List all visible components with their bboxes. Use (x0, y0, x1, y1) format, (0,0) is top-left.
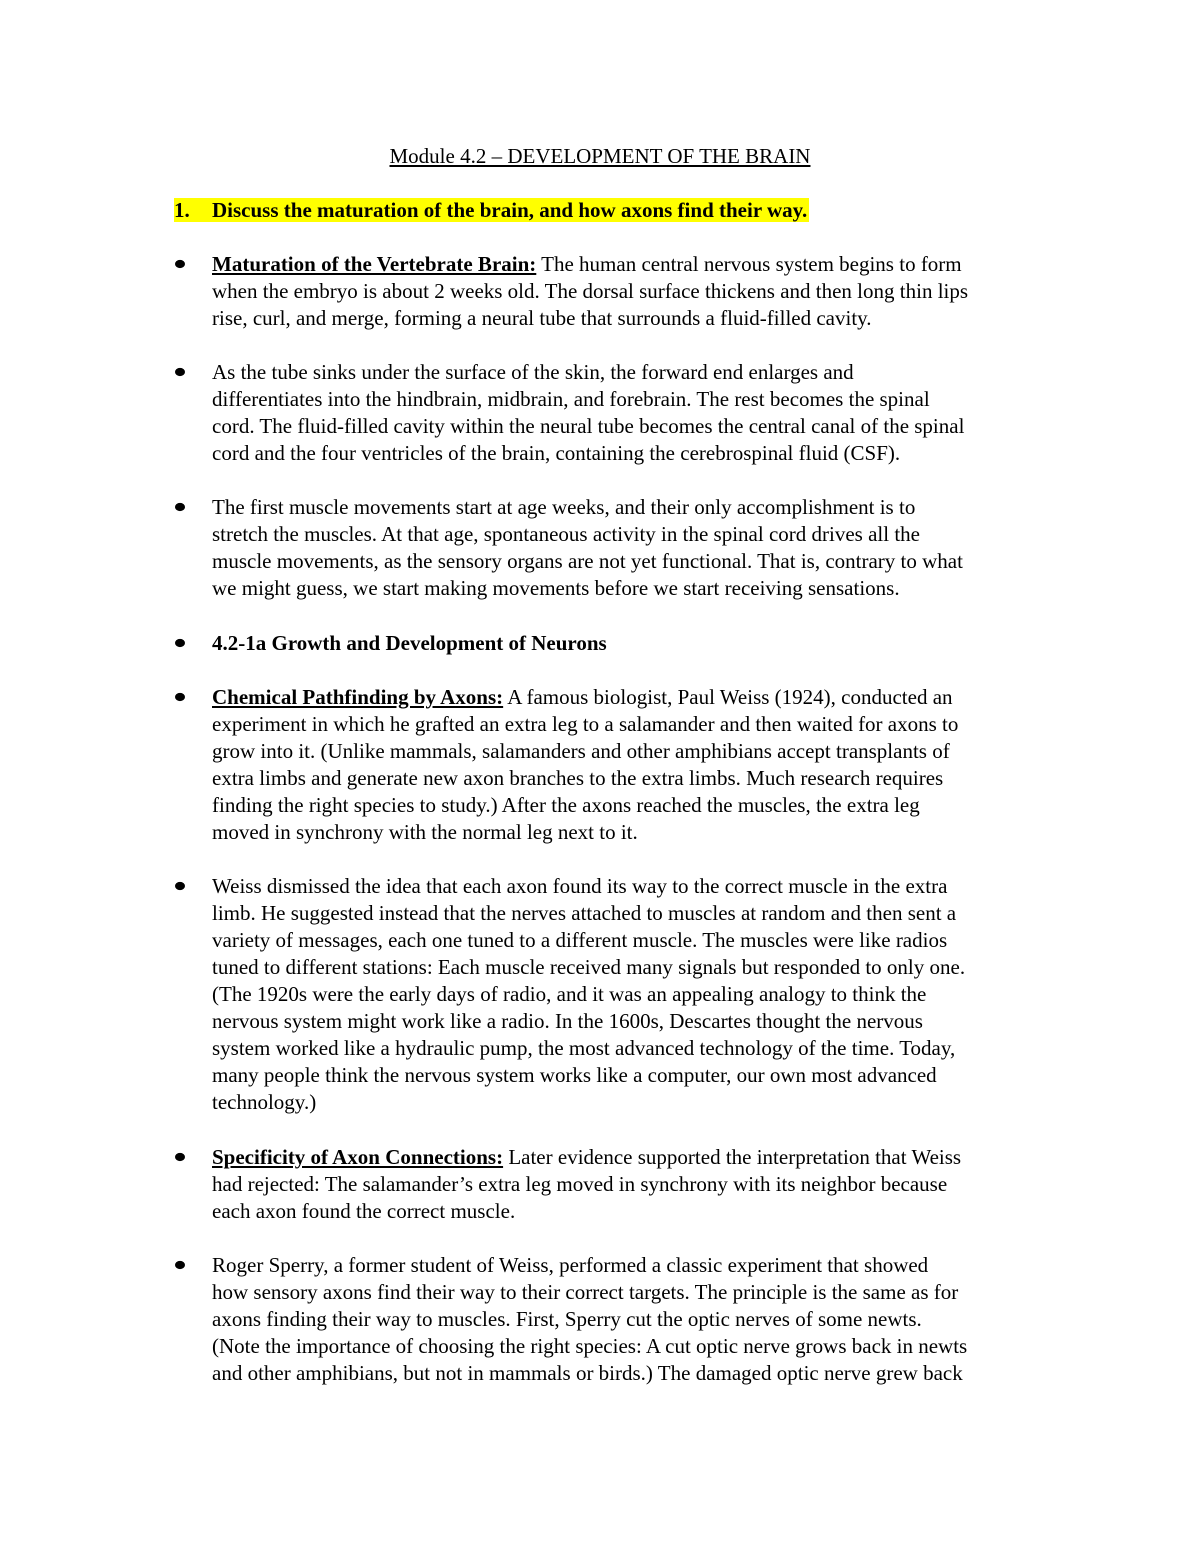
bullet-line: (Note the importance of choosing the right species: A cut optic nerve grows back in newts (212, 1334, 968, 1358)
bullet-icon (175, 1153, 185, 1161)
list-item (212, 1252, 1062, 1387)
bullet-line: technology.) (212, 1090, 317, 1114)
bullet-line: rise, curl, and merge, forming a neural tube that surrounds a fluid-filled cavity. (212, 306, 872, 330)
bullet-line: when the embryo is about 2 weeks old. The dorsal surface thickens and then long thin lips (212, 279, 969, 303)
bullet-line: each axon found the correct muscle. (212, 1199, 516, 1223)
bullet-line: Later evidence supported the interpretation that Weiss (503, 1145, 962, 1169)
bullet-line: Roger Sperry, a former student of Weiss, performed a classic experiment that showed (212, 1253, 929, 1277)
bullet-icon (175, 1261, 185, 1269)
bullet-line: limb. He suggested instead that the nerves attached to muscles at random and then sent a (212, 901, 957, 925)
bullet-line: extra limbs and generate new axon branches to the extra limbs. Much research requires (212, 766, 944, 790)
list-item (212, 873, 1062, 1116)
bullet-line: how sensory axons find their way to their correct targets. The principle is the same as for (212, 1280, 959, 1304)
bullet-line: cord. The fluid-filled cavity within the neural tube becomes the central canal of the spinal (212, 414, 965, 438)
bullet-line: had rejected: The salamander’s extra leg moved in synchrony with its neighbor because (212, 1172, 948, 1196)
question-heading (174, 196, 809, 224)
bullet-line: finding the right species to study.) After the axons reached the muscles, the extra leg (212, 793, 920, 817)
bullet-icon (175, 639, 185, 647)
bullet-lead: Specificity of Axon Connections: (212, 1145, 504, 1169)
bullet-icon (175, 503, 185, 511)
bullet-line: The first muscle movements start at age weeks, and their only accomplishment is to (212, 495, 916, 519)
bullet-icon (175, 882, 185, 890)
list-item (212, 684, 1062, 846)
bullet-line: experiment in which he grafted an extra leg to a salamander and then waited for axons to (212, 712, 959, 736)
bullet-icon (175, 368, 185, 376)
section-heading: 4.2-1a Growth and Development of Neurons (212, 631, 607, 655)
bullet-line: muscle movements, as the sensory organs are not yet functional. That is, contrary to what (212, 549, 963, 573)
list-item (212, 630, 1062, 657)
bullet-line: nervous system might work like a radio. In the 1600s, Descartes thought the nervous (212, 1009, 923, 1033)
bullet-line: grow into it. (Unlike mammals, salamanders and other amphibians accept transplants of (212, 739, 950, 763)
bullet-line: Weiss dismissed the idea that each axon found its way to the correct muscle in the extra (212, 874, 948, 898)
highlighted-question (174, 198, 809, 222)
bullet-line: As the tube sinks under the surface of the skin, the forward end enlarges and (212, 360, 854, 384)
bullet-line: variety of messages, each one tuned to a different muscle. The muscles were like radios (212, 928, 948, 952)
question-number: 1. (174, 198, 190, 222)
list-item (212, 359, 1062, 467)
bullet-line: The human central nervous system begins to form (536, 252, 962, 276)
bullet-line: cord and the four ventricles of the brain, containing the cerebrospinal fluid (CSF). (212, 441, 901, 465)
bullet-line: moved in synchrony with the normal leg next to it. (212, 820, 638, 844)
bullet-line: tuned to different stations: Each muscle received many signals but responded to only one. (212, 955, 966, 979)
bullet-lead: Maturation of the Vertebrate Brain: (212, 252, 537, 276)
bullet-lead: Chemical Pathfinding by Axons: (212, 685, 504, 709)
question-text: Discuss the maturation of the brain, and how axons find their way. (212, 198, 808, 222)
list-item (212, 1144, 1062, 1225)
bullet-line: system worked like a hydraulic pump, the most advanced technology of the time. Today, (212, 1036, 956, 1060)
bullet-line: axons finding their way to muscles. First, Sperry cut the optic nerves of some newts. (212, 1307, 922, 1331)
bullet-line: (The 1920s were the early days of radio, and it was an appealing analogy to think the (212, 982, 927, 1006)
list-item (212, 251, 1062, 332)
bullet-line: A famous biologist, Paul Weiss (1924), conducted an (503, 685, 953, 709)
bullet-line: many people think the nervous system works like a computer, our own most advanced (212, 1063, 937, 1087)
bullet-line: stretch the muscles. At that age, spontaneous activity in the spinal cord drives all the (212, 522, 920, 546)
bullet-line: we might guess, we start making movements before we start receiving sensations. (212, 576, 900, 600)
bullet-icon (175, 260, 185, 268)
bullet-line: differentiates into the hindbrain, midbrain, and forebrain. The rest becomes the spinal (212, 387, 930, 411)
page-title: Module 4.2 – DEVELOPMENT OF THE BRAIN (389, 144, 811, 168)
bullet-icon (175, 693, 185, 701)
list-item (212, 494, 1062, 602)
bullet-line: and other amphibians, but not in mammals or birds.) The damaged optic nerve grew back (212, 1361, 963, 1385)
